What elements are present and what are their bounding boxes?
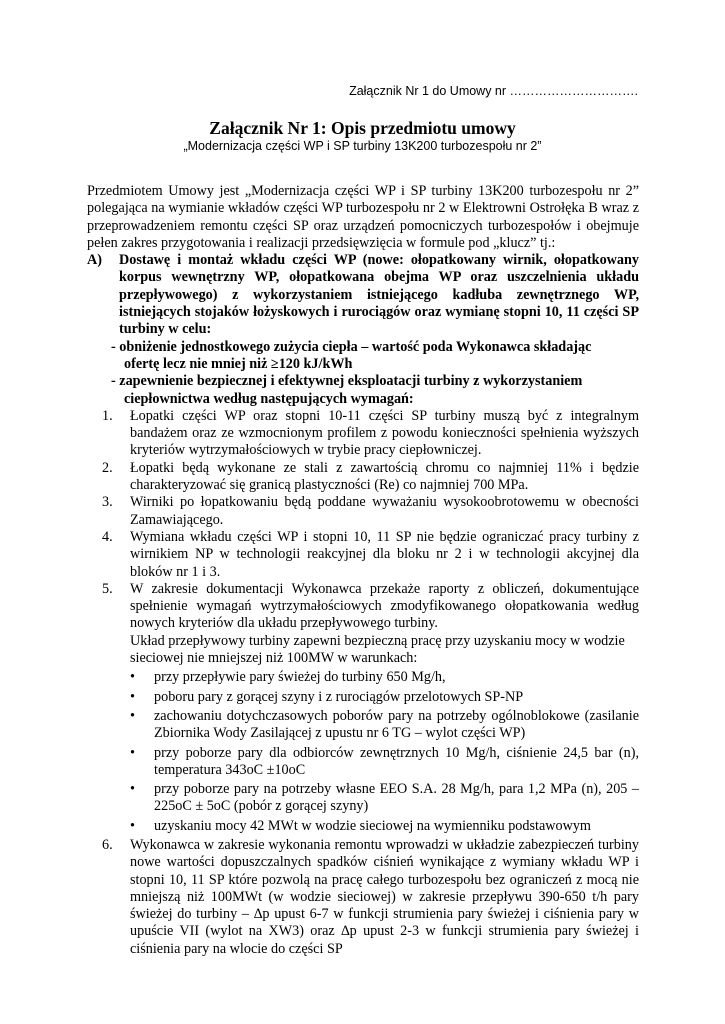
section-a-label: A): [87, 252, 102, 269]
item-text: Wymiana wkładu części WP i stopni 10, 11 SP nie będzie ograniczać pracy turbiny z wirnikiem NP w technologii reakcyjnej dla bloku nr 2 i w technologii akcyjnej dla bloków nr 1 i 3.: [130, 528, 639, 580]
goals-list: [87, 339, 639, 408]
condition-item: [130, 669, 639, 686]
condition-text: przy poborze pary dla odbiorców zewnętrznych 10 Mg/h, ciśnienie 24,5 bar (n), temperatura 343oC ±10oC: [154, 744, 639, 778]
bullet-icon: •: [130, 781, 135, 798]
condition-text: przy poborze pary na potrzeby własne EEO S.A. 28 Mg/h, para 1,2 MPa (n), 205 – 225oC ± 5oC (pobór z gorącej szyny): [154, 781, 639, 815]
requirement-item: [87, 837, 639, 958]
bullet-icon: •: [130, 669, 135, 686]
item-text: W zakresie dokumentacji Wykonawca przekaże raporty z obliczeń, dokumentujące spełnienie wymagań wytrzymałościowych zmodyfikowanego ołopatkowania według nowych kryteriów dla układu przepływowego turbiny.: [130, 580, 639, 632]
item-5-content: [130, 581, 639, 837]
requirement-item: [87, 494, 639, 529]
item-number: 3.: [102, 494, 113, 511]
condition-item: [130, 708, 639, 743]
condition-text: przy przepływie pary świeżej do turbiny 650 Mg/h,: [154, 669, 446, 686]
item-number: 6.: [102, 836, 113, 853]
document-body: [87, 183, 639, 958]
item-number: 1.: [102, 407, 113, 424]
condition-item: [130, 745, 639, 780]
requirement-item: [87, 529, 639, 581]
item-number: 5.: [102, 580, 113, 597]
requirements-list: [87, 408, 639, 958]
bullet-icon: •: [130, 707, 135, 724]
item-text: Łopatki części WP oraz stopni 10-11 części SP turbiny muszą być z integralnym bandażem oraz ze wzmocnionym profilem z powodu konieczności spełnienia wyższych kryteriów wytrzymałościowych w trybie pracy ciepłowniczej.: [130, 407, 639, 459]
condition-item: [130, 781, 639, 816]
condition-text: zachowaniu dotychczasowych poborów pary na potrzeby ogólnoblokowe (zasilanie Zbiornika Wody Zasilającej z upustu nr 6 TG – wylot części WP): [154, 707, 639, 742]
document-subtitle: „Modernizacja części WP i SP turbiny 13K200 turbozespołu nr 2”: [183, 139, 542, 153]
item-text: Łopatki będą wykonane ze stali z zawartością chromu co najmniej 11% i będzie charakteryzować się granicą plastyczności (Re) co najmniej 700 MPa.: [130, 459, 639, 494]
document-title: Załącznik Nr 1: Opis przedmiotu umowy: [209, 118, 516, 138]
conditions-list: [130, 669, 639, 835]
section-a: [87, 252, 639, 338]
goal-line-1: - zapewnienie bezpiecznej i efektywnej eksploatacji turbiny z wykorzystaniem: [111, 373, 583, 390]
bullet-icon: •: [130, 688, 135, 705]
item-text-continued: Układ przepływowy turbiny zapewni bezpieczną pracę przy uzyskaniu mocy w wodzie sieciowej nie mniejszej niż 100MW w warunkach:: [130, 632, 625, 667]
goal-item: [87, 373, 639, 408]
item-text: Wirniki po łopatkowaniu będą poddane wyważaniu wysokoobrotowemu w obecności Zamawiającego.: [130, 494, 639, 528]
requirement-item: [87, 408, 639, 460]
goal-line-2: ciepłownictwa według następujących wymagań:: [124, 390, 414, 407]
requirement-item: [87, 581, 639, 837]
section-a-text: Dostawę i montaż wkładu części WP (nowe: ołopatkowany wirnik, ołopatkowany korpus wewnętrzny WP, ołopatkowana obejma WP oraz uszczelnienia układu przepływowego) z wykorzystaniem istniejącego kadłuba zewnętrznego WP, istniejących stojaków łożyskowych i rurociągów oraz wymianę stopni 10, 11 części SP turbiny w celu:: [119, 252, 639, 338]
goal-line-1: - obniżenie jednostkowego zużycia ciepła – wartość poda Wykonawca składając: [111, 338, 592, 355]
intro-paragraph: Przedmiotem Umowy jest „Modernizacja części WP i SP turbiny 13K200 turbozespołu nr 2” polegająca na wymianie wkładów części WP turbozespołu nr 2 w Elektrowni Ostrołęka B wraz z przeprowadzeniem remontu części SP oraz urządzeń pomocniczych turbozespołów i obejmuje pełen zakres przygotowania i realizacji przedsięwzięcia w formule pod „klucz” tj.:: [87, 183, 639, 251]
condition-text: poboru pary z gorącej szyny i z rurociągów przelotowych SP-NP: [154, 688, 524, 705]
goal-line-2: ofertę lecz nie mniej niż ≥120 kJ/kWh: [124, 355, 353, 372]
requirement-item: [87, 460, 639, 495]
item-text: Wykonawca w zakresie wykonania remontu wprowadzi w układzie zabezpieczeń turbiny nowe wartości dopuszczalnych spadków ciśnień wynikające z wymiany wkładu WP i stopni 10, 11 SP które pozwolą na pracę całego turbozespołu bez ograniczeń z mocą nie mniejszą niż 100MWt (w wodzie sieciowej) w zakresie przepływu 390-650 t/h pary świeżej do turbiny – ∆p upust 6-7 w funkcji strumienia pary świeżej i ciśnienia pary w upuście VII (wylot na XW3) oraz ∆p upust 2-3 w funkcji strumienia pary świeżej i ciśnienia pary na wlocie do części SP: [130, 836, 639, 957]
condition-item: [130, 818, 639, 835]
bullet-icon: •: [130, 817, 135, 834]
condition-item: [130, 689, 639, 706]
item-number: 4.: [102, 528, 113, 545]
goal-item: [87, 339, 639, 374]
item-number: 2.: [102, 459, 113, 476]
bullet-icon: •: [130, 744, 135, 761]
condition-text: uzyskaniu mocy 42 MWt w wodzie sieciowej na wymienniku podstawowym: [154, 817, 591, 834]
annex-reference: Załącznik Nr 1 do Umowy nr ………………………….: [349, 84, 638, 98]
